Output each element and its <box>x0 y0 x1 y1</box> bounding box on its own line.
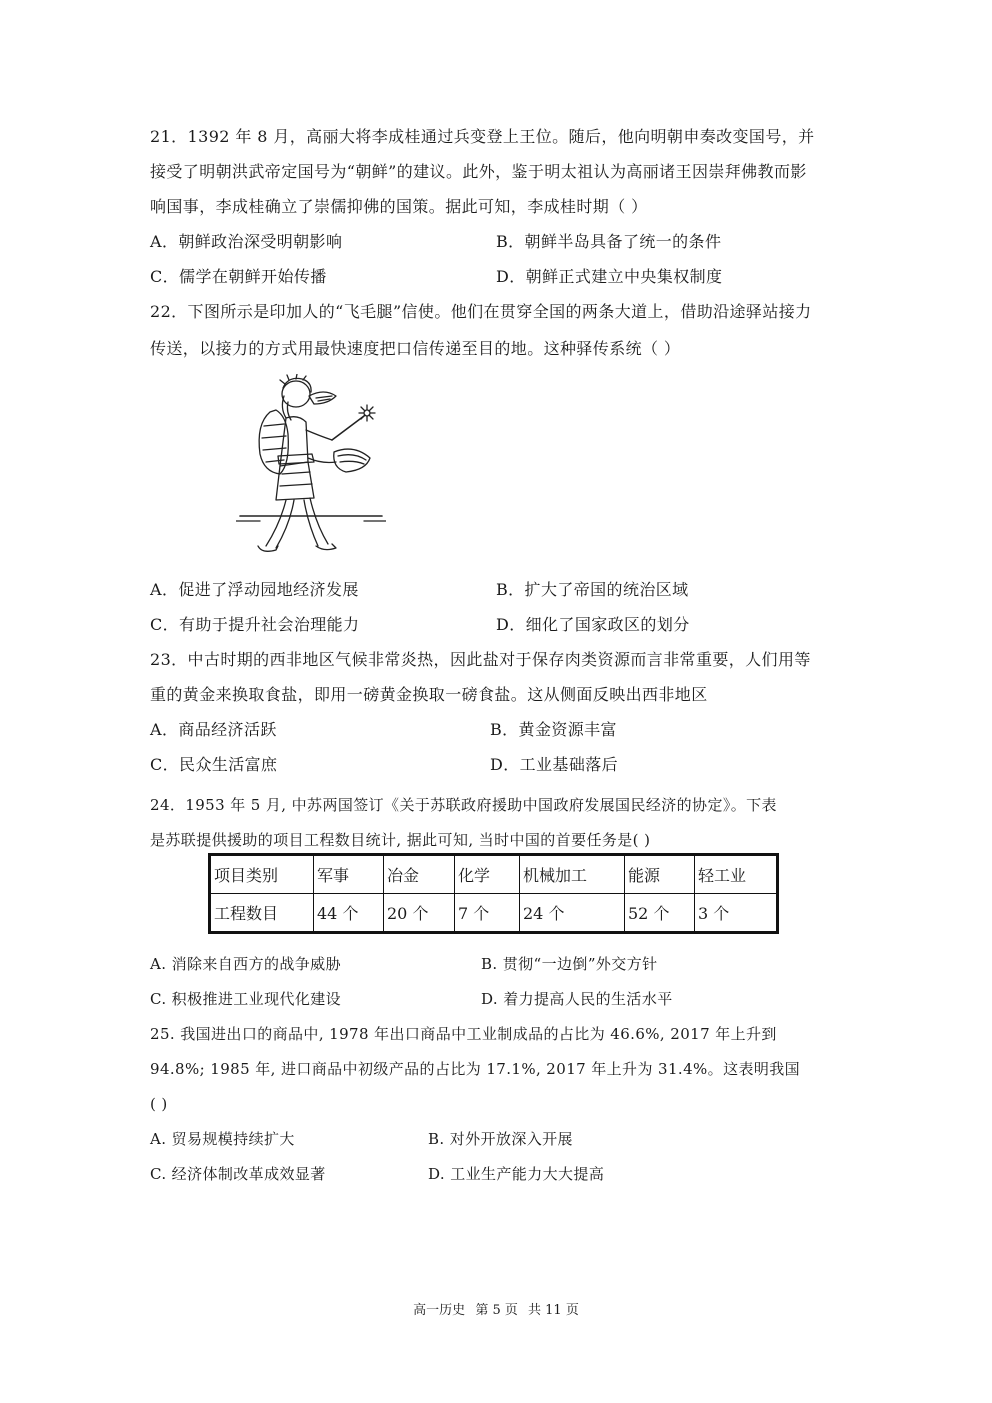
q22-option-a[interactable]: A．促进了浮动园地经济发展 <box>150 580 359 599</box>
q24-option-a[interactable]: A. 消除来自西方的战争威胁 <box>150 955 341 973</box>
q25-option-c[interactable]: C. 经济体制改革成效显著 <box>150 1165 326 1183</box>
q22-option-c[interactable]: C．有助于提升社会治理能力 <box>150 615 360 634</box>
table-cell: 24 个 <box>520 894 625 933</box>
q23-option-c[interactable]: C．民众生活富庶 <box>150 755 278 774</box>
page-footer <box>0 1299 992 1318</box>
table-cell: 化学 <box>455 855 520 894</box>
q25-line-1: 25. 我国进出口的商品中, 1978 年出口商品中工业制成品的占比为 46.6%, 2017 年上升到 <box>150 1025 777 1043</box>
q21-option-d[interactable]: D．朝鲜正式建立中央集权制度 <box>496 267 723 286</box>
q23-option-b[interactable]: B．黄金资源丰富 <box>490 720 617 739</box>
table-cell: 3 个 <box>695 894 778 933</box>
q22-line-2: 传送，以接力的方式用最快速度把口信传递至目的地。这种驿传系统（ ） <box>150 339 681 358</box>
q21-line-3: 响国事，李成桂确立了崇儒抑佛的国策。据此可知，李成桂时期（ ） <box>150 197 648 216</box>
q21-line-1: 21．1392 年 8 月，高丽大将李成桂通过兵变登上王位。随后，他向明朝申奏改变国号，并 <box>150 127 815 146</box>
q24-line-1: 24．1953 年 5 月, 中苏两国签订《关于苏联政府援助中国政府发展国民经济的协定》。下表 <box>150 796 777 814</box>
q21-line-2: 接受了明朝洪武帝定国号为“朝鲜”的建议。此外，鉴于明太祖认为高丽诸王因崇拜佛教而影 <box>150 162 807 181</box>
q23-line-1: 23．中古时期的西非地区气候非常炎热，因此盐对于保存肉类资源而言非常重要，人们用等 <box>150 650 811 669</box>
q22-line-1: 22．下图所示是印加人的“飞毛腿”信使。他们在贯穿全国的两条大道上，借助沿途驿站接力 <box>150 302 812 321</box>
q25-line-3: ( ) <box>150 1095 168 1113</box>
table-cell: 机械加工 <box>520 855 625 894</box>
q22-option-d[interactable]: D．细化了国家政区的划分 <box>496 615 690 634</box>
q22-option-b[interactable]: B．扩大了帝国的统治区域 <box>496 580 689 599</box>
q25-option-d[interactable]: D. 工业生产能力大大提高 <box>428 1165 605 1183</box>
table-row <box>210 894 778 933</box>
q25-option-a[interactable]: A. 贸易规模持续扩大 <box>150 1130 295 1148</box>
q23-option-a[interactable]: A．商品经济活跃 <box>150 720 277 739</box>
q24-option-c[interactable]: C. 积极推进工业现代化建设 <box>150 990 342 1008</box>
table-cell: 20 个 <box>384 894 455 933</box>
table-cell: 工程数目 <box>210 894 314 933</box>
table-cell: 7 个 <box>455 894 520 933</box>
table-cell: 冶金 <box>384 855 455 894</box>
q21-option-b[interactable]: B．朝鲜半岛具备了统一的条件 <box>496 232 722 251</box>
q24-option-b[interactable]: B. 贯彻“一边倒”外交方针 <box>481 955 658 973</box>
q21-option-a[interactable]: A．朝鲜政治深受明朝影响 <box>150 232 343 251</box>
table-cell: 轻工业 <box>695 855 778 894</box>
q24-line-2: 是苏联提供援助的项目工程数目统计, 据此可知, 当时中国的首要任务是( ) <box>150 831 651 849</box>
table-cell: 44 个 <box>314 894 384 933</box>
table-cell: 军事 <box>314 855 384 894</box>
q23-line-2: 重的黄金来换取食盐，即用一磅黄金换取一磅食盐。这从侧面反映出西非地区 <box>150 685 708 704</box>
q25-option-b[interactable]: B. 对外开放深入开展 <box>428 1130 573 1148</box>
table-header-row <box>210 855 778 894</box>
q25-line-2: 94.8%; 1985 年, 进口商品中初级产品的占比为 17.1%, 2017 年上升为 31.4%。这表明我国 <box>150 1060 801 1078</box>
q24-option-d[interactable]: D. 着力提高人民的生活水平 <box>481 990 673 1008</box>
footer-page-number: 第 5 页 <box>475 1303 518 1318</box>
footer-total-pages: 共 11 页 <box>528 1303 579 1318</box>
footer-course: 高一历史 <box>413 1303 466 1318</box>
inca-messenger-illustration <box>236 374 386 566</box>
q21-option-c[interactable]: C．儒学在朝鲜开始传播 <box>150 267 327 286</box>
q23-option-d[interactable]: D．工业基础落后 <box>490 755 619 774</box>
table-cell: 项目类别 <box>210 855 314 894</box>
table-cell: 能源 <box>625 855 695 894</box>
table-cell: 52 个 <box>625 894 695 933</box>
aid-projects-table <box>208 853 779 934</box>
